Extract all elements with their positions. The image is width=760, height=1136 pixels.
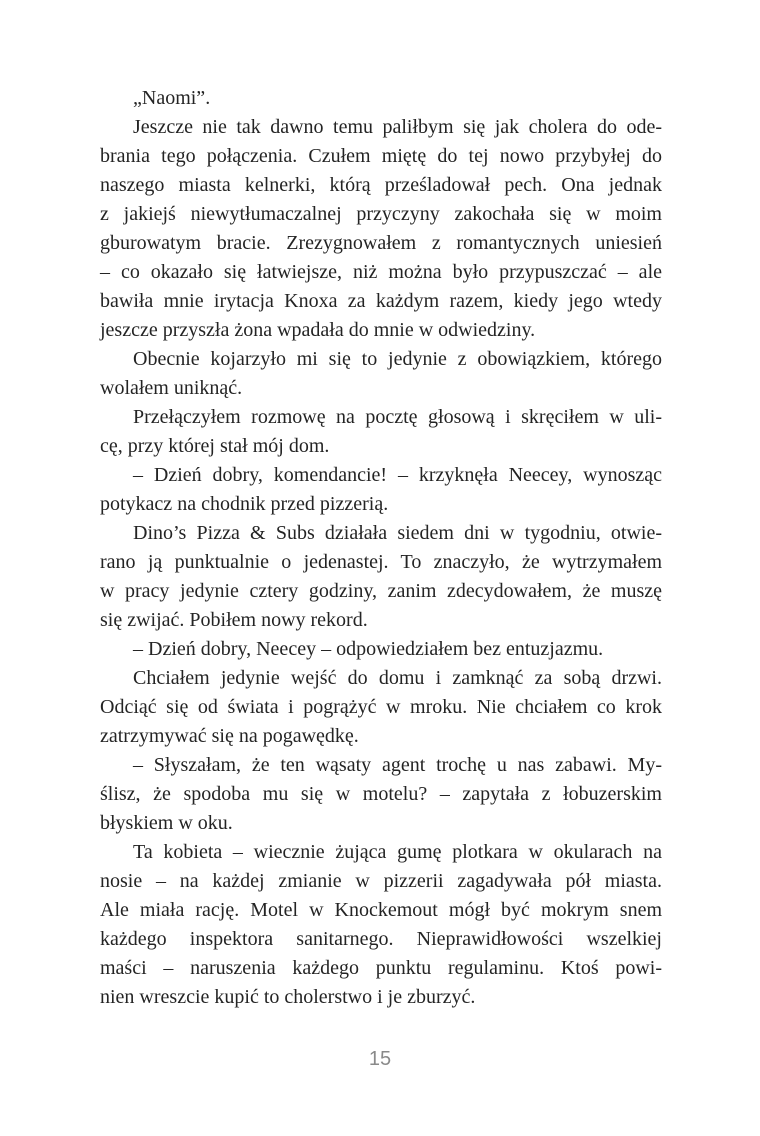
text-line: się zwijać. Pobiłem nowy rekord.: [100, 609, 368, 631]
text-line: – Dzień dobry, Neecey – odpowiedziałem bez entuzjazmu.: [133, 638, 604, 660]
text-line: Ta kobieta – wiecznie żująca gumę plotkara w okularach na: [133, 841, 662, 863]
text-line: – Słyszałam, że ten wąsaty agent trochę u nas zabawi. My-: [133, 754, 662, 776]
text-line: zatrzymywać się na pogawędkę.: [100, 725, 359, 747]
text-line: maści – naruszenia każdego punktu regulaminu. Ktoś powi-: [100, 957, 662, 979]
page-number: 15: [368, 1048, 392, 1070]
paragraph: [100, 838, 662, 1012]
text-block: [100, 84, 662, 1012]
text-line: rano ją punktualnie o jedenastej. To znaczyło, że wytrzymałem: [100, 551, 662, 573]
text-line: Jeszcze nie tak dawno temu paliłbym się jak cholera do ode-: [133, 116, 662, 138]
text-line: brania tego połączenia. Czułem miętę do tej nowo przybyłej do: [100, 145, 662, 167]
paragraph: [100, 113, 662, 345]
text-line: Ale miała rację. Motel w Knockemout mógł być mokrym snem: [100, 899, 662, 921]
text-line: Obecnie kojarzyło mi się to jedynie z obowiązkiem, którego: [133, 348, 662, 370]
text-line: gburowatym bracie. Zrezygnowałem z romantycznych uniesień: [100, 232, 662, 254]
text-line: cę, przy której stał mój dom.: [100, 435, 330, 457]
paragraph: [100, 519, 662, 635]
text-line: potykacz na chodnik przed pizzerią.: [100, 493, 389, 515]
paragraph: [100, 664, 662, 751]
text-line: ślisz, że spodoba mu się w motelu? – zapytała z łobuzerskim: [100, 783, 662, 805]
text-line: – Dzień dobry, komendancie! – krzyknęła Neecey, wynosząc: [133, 464, 662, 486]
text-line: błyskiem w oku.: [100, 812, 233, 834]
text-line: bawiła mnie irytacja Knoxa za każdym razem, kiedy jego wtedy: [100, 290, 662, 312]
text-line: Odciąć się od świata i pogrążyć w mroku. Nie chciałem co krok: [100, 696, 662, 718]
text-line: – co okazało się łatwiejsze, niż można było przypuszczać – ale: [100, 261, 662, 283]
paragraph: [100, 751, 662, 838]
text-line: nosie – na każdej zmianie w pizzerii zagadywała pół miasta.: [100, 870, 662, 892]
paragraph: [100, 345, 662, 403]
text-line: nien wreszcie kupić to cholerstwo i je zburzyć.: [100, 986, 476, 1008]
text-line: „Naomi”.: [133, 87, 211, 109]
text-line: z jakiejś niewytłumaczalnej przyczyny zakochała się w moim: [100, 203, 662, 225]
text-line: jeszcze przyszła żona wpadała do mnie w odwiedziny.: [100, 319, 536, 341]
text-line: wolałem uniknąć.: [100, 377, 243, 399]
text-line: naszego miasta kelnerki, którą prześladował pech. Ona jednak: [100, 174, 662, 196]
paragraph: [100, 84, 662, 113]
paragraph: [100, 635, 662, 664]
paragraph: [100, 403, 662, 461]
text-line: Przełączyłem rozmowę na pocztę głosową i skręciłem w uli-: [133, 406, 662, 428]
text-line: każdego inspektora sanitarnego. Nieprawidłowości wszelkiej: [100, 928, 662, 950]
paragraph: [100, 461, 662, 519]
text-line: w pracy jedynie cztery godziny, zanim zdecydowałem, że muszę: [100, 580, 662, 602]
text-line: Chciałem jedynie wejść do domu i zamknąć za sobą drzwi.: [133, 667, 662, 689]
text-line: Dino’s Pizza & Subs działała siedem dni w tygodniu, otwie-: [133, 522, 662, 544]
